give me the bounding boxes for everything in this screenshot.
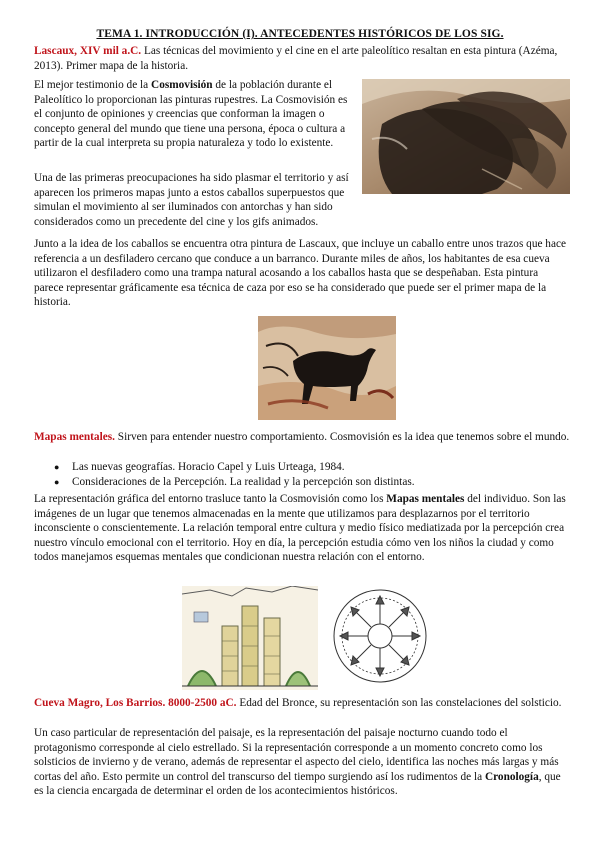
lascaux-horses-image bbox=[362, 79, 570, 194]
lascaux-map-image bbox=[258, 316, 396, 420]
mapas-mentales-term: Mapas mentales bbox=[386, 493, 465, 505]
cosmovision-term: Cosmovisión bbox=[151, 79, 213, 91]
list-item: ● Consideraciones de la Percepción. La realidad y la percepción son distintas. bbox=[34, 475, 570, 490]
mapas-intro-text: Sirven para entender nuestro comportamiento. Cosmovisión es la idea que tenemos sobre el mundo. bbox=[117, 431, 570, 443]
magro-body-text-b: , que es la ciencia encargada de determinar el orden de los acontecimientos históricos. bbox=[34, 770, 561, 798]
mapas-bullet-list bbox=[34, 460, 570, 489]
mapas-body-text-b: del individuo. Son las imágenes de un lugar que tenemos almacenadas en la mente que utilizamos para desplazarnos por el territorio inconsciente o conscientemente. La relación temporal entre cultura y medio físico mediatizada por la percepción crea nuestro vínculo emocional con el territorio. Hoy en día, la percepción estudia cómo ven los niños la ciudad y como todos manejamos esquemas mentales que condicionan nuestra relación con el entorno. bbox=[34, 493, 566, 564]
document-title: TEMA 1. INTRODUCCIÓN (I). ANTECEDENTES HISTÓRICOS DE LOS SIG. bbox=[96, 28, 504, 40]
lascaux-heading: Lascaux, XIV mil a.C. bbox=[34, 45, 142, 57]
mapas-heading: Mapas mentales. bbox=[34, 431, 115, 443]
cosmovision-text-a: El mejor testimonio de la bbox=[34, 79, 152, 91]
magro-body-paragraph bbox=[34, 726, 570, 799]
magro-intro-paragraph bbox=[34, 696, 570, 711]
cosmovision-text-b: de la población durante el Paleolítico lo proporcionan las pinturas rupestres. La Cosmovisión es el conjunto de opiniones y creencias que conforman la imagen o concepto general del mundo que tiene una persona, época o cultura a partir de la cual interpreta su propia naturaleza y todo lo existente. bbox=[34, 79, 348, 150]
mental-map-diagram-image bbox=[328, 586, 432, 686]
list-item: ● Las nuevas geografías. Horacio Capel y Luis Urteaga, 1984. bbox=[34, 460, 570, 475]
mapas-body-paragraph bbox=[34, 492, 570, 565]
mapas-intro-paragraph bbox=[34, 430, 570, 445]
magro-body-text-a: Un caso particular de representación del paisaje, es la representación del paisaje nocturno cuando todo el protagonismo corresponde al cielo estrellado. Si la representación corresponde a un momento concreto como los solsticios de invierno y de verano, además de representar el aspecto del cielo, identifica las noches más largas y más cortas del año. Esto permite un control del transcurso del tiempo surgiendo así los rudimentos de la bbox=[34, 727, 559, 783]
cronologia-term: Cronología bbox=[484, 770, 539, 783]
cosmovision-paragraph bbox=[34, 78, 352, 151]
mapas-body-text-a: La representación gráfica del entorno trasluce tanto la Cosmovisión como los bbox=[34, 493, 387, 505]
lascaux-intro-paragraph bbox=[34, 44, 570, 73]
territory-paragraph bbox=[34, 171, 354, 229]
lascaux-intro-text: Las técnicas del movimiento y el cine en el arte paleolítico resaltan en esta pintura (Azéma, 2013). Primer mapa de la historia. bbox=[34, 45, 558, 72]
child-city-drawing-image bbox=[182, 586, 318, 690]
magro-intro-text: Edad del Bronce, su representación son las constelaciones del solsticio. bbox=[239, 697, 562, 709]
territory-text: Una de las primeras preocupaciones ha sido plasmar el territorio y así aparecen los primeros mapas junto a estos caballos superpuestos que simulan el movimiento al ser iluminados con antorchas y han sido considerados como un precedente del cine y los gifs animados. bbox=[34, 172, 349, 228]
lascaux-horse-paragraph: Junto a la idea de los caballos se encuentra otra pintura de Lascaux, que incluye un caballo entre unos trazos que hace referencia a un desfiladero cercano que conduce a un barranco. Durante miles de años, los habitantes de esa cueva utilizaron el desfiladero como una trampa natural acosando a los caballos hasta que se despeñaban. Esta pintura parece representar gráficamente esa técnica de caza por eso se ha considerado que puede ser el primer mapa de la historia. bbox=[34, 238, 566, 309]
magro-heading: Cueva Magro, Los Barrios. 8000-2500 aC. bbox=[34, 697, 237, 709]
